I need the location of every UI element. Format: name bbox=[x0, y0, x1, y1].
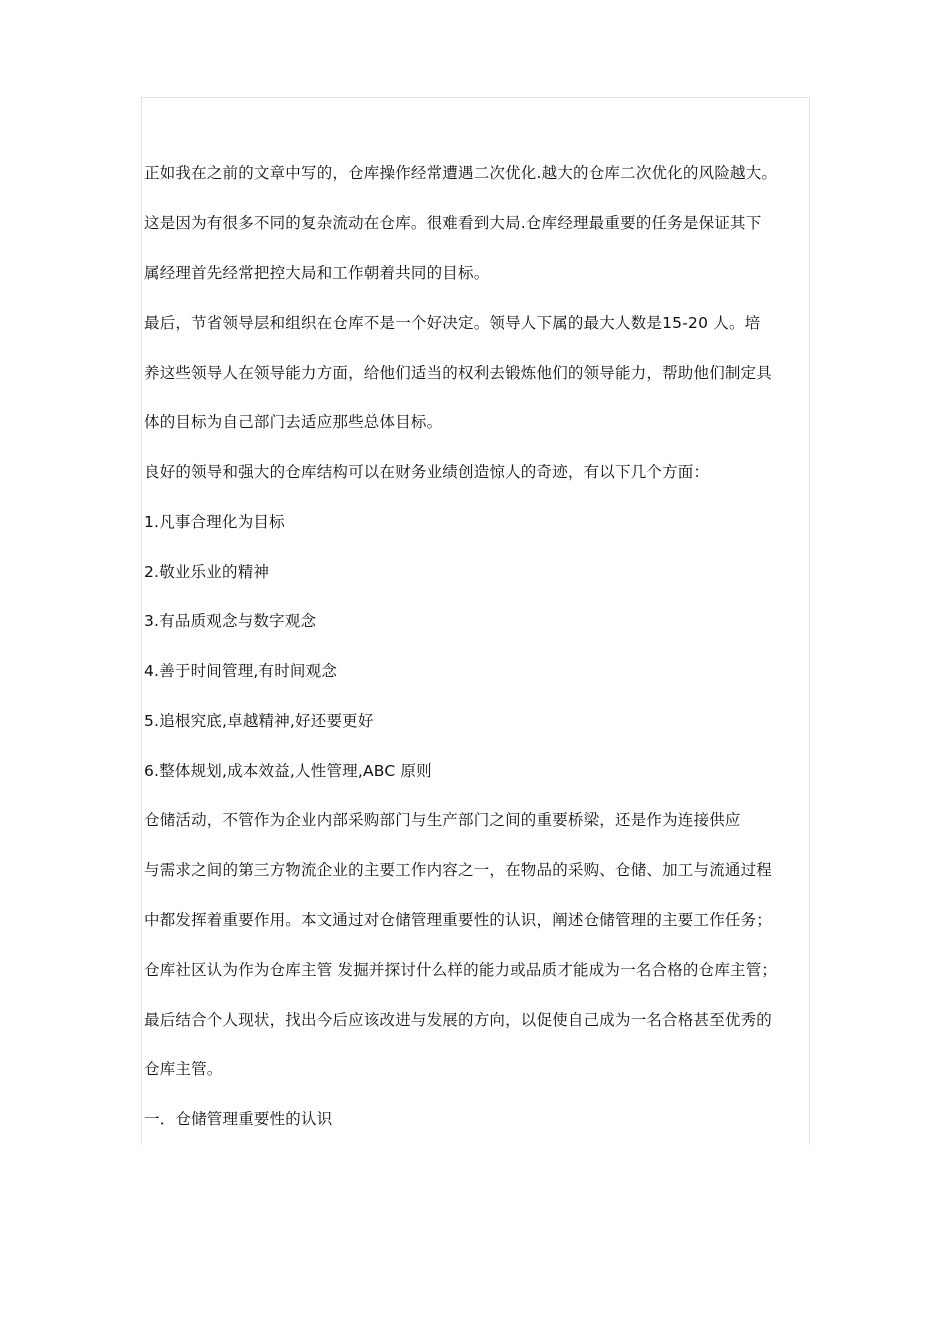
paragraph-line: 最后，节省领导层和组织在仓库不是一个好决定。领导人下属的最大人数是15-20 人。培 bbox=[144, 314, 761, 332]
list-item: 3.有品质观念与数字观念 bbox=[144, 612, 317, 630]
list-item: 5.追根究底,卓越精神,好还要更好 bbox=[144, 712, 374, 730]
paragraph-line: 中都发挥着重要作用。本文通过对仓储管理重要性的认识，阐述仓储管理的主要工作任务； bbox=[144, 911, 773, 929]
paragraph-line: 与需求之间的第三方物流企业的主要工作内容之一，在物品的采购、仓储、加工与流通过程 bbox=[144, 861, 773, 879]
paragraph-line: 养这些领导人在领导能力方面，给他们适当的权利去锻炼他们的领导能力，帮助他们制定具 bbox=[144, 364, 773, 382]
paragraph-line: 仓储活动，不管作为企业内部采购部门与生产部门之间的重要桥梁，还是作为连接供应 bbox=[144, 811, 741, 829]
paragraph-line: 良好的领导和强大的仓库结构可以在财务业绩创造惊人的奇迹，有以下几个方面： bbox=[144, 463, 710, 481]
paragraph-line: 仓库社区认为作为仓库主管 发掘并探讨什么样的能力或品质才能成为一名合格的仓库主管； bbox=[144, 961, 778, 979]
list-item: 4.善于时间管理,有时间观念 bbox=[144, 662, 338, 680]
paragraph-line: 体的目标为自己部门去适应那些总体目标。 bbox=[144, 413, 443, 431]
paragraph-line: 属经理首先经常把控大局和工作朝着共同的目标。 bbox=[144, 264, 490, 282]
paragraph-line: 最后结合个人现状，找出今后应该改进与发展的方向，以促使自己成为一名合格甚至优秀的 bbox=[144, 1011, 773, 1029]
list-item: 1.凡事合理化为目标 bbox=[144, 513, 285, 531]
section-heading: 一．仓储管理重要性的认识 bbox=[144, 1110, 333, 1128]
list-item: 6.整体规划,成本效益,人性管理,ABC 原则 bbox=[144, 762, 432, 780]
paragraph-line: 正如我在之前的文章中写的，仓库操作经常遭遇二次优化.越大的仓库二次优化的风险越大。 bbox=[144, 164, 778, 182]
paragraph-line: 仓库主管。 bbox=[144, 1060, 223, 1078]
list-item: 2.敬业乐业的精神 bbox=[144, 563, 270, 581]
paragraph-line: 这是因为有很多不同的复杂流动在仓库。很难看到大局.仓库经理最重要的任务是保证其下 bbox=[144, 214, 762, 232]
